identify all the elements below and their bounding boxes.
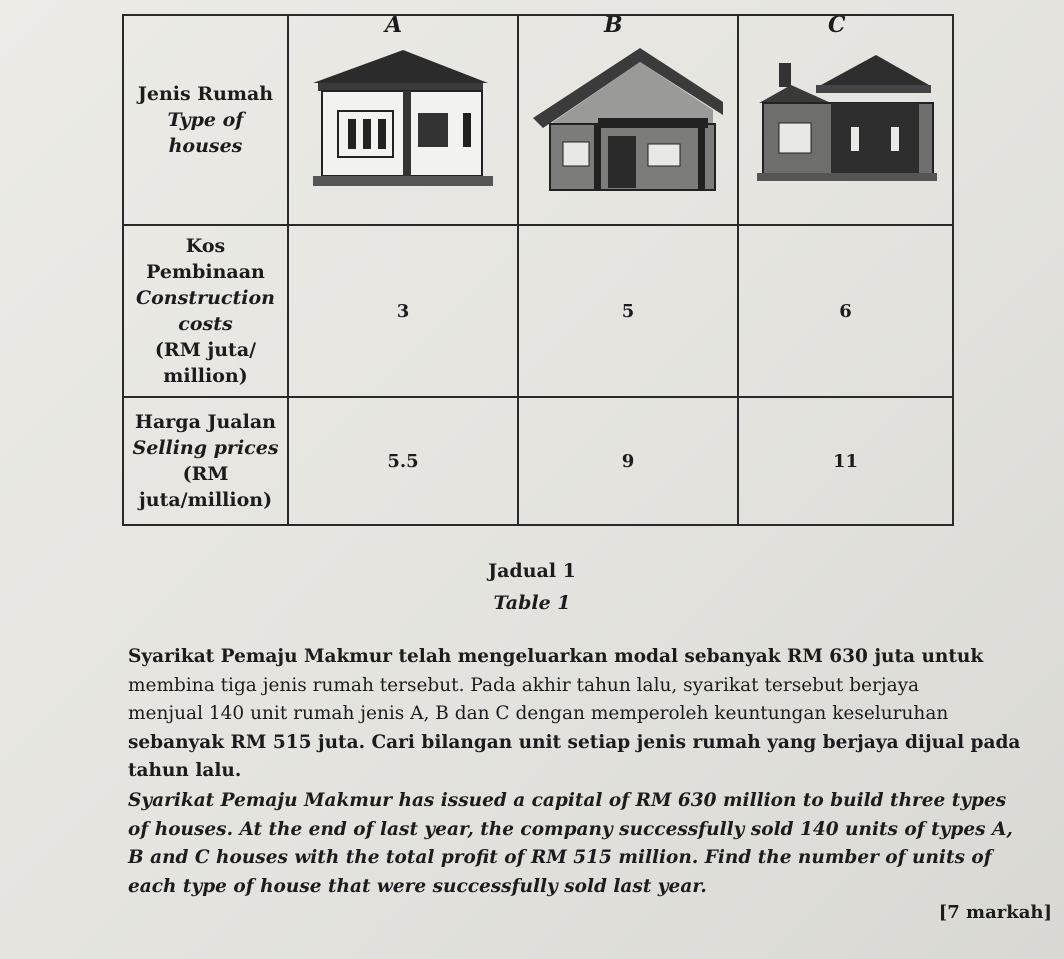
house-b-image [528,40,728,200]
question-line: membina tiga jenis rumah tersebut. Pada akhir tahun lalu, syarikat tersebut berjaya [128,674,920,696]
house-b-cell [518,15,738,225]
label-line: Harga Jualan [135,411,276,433]
question-line: tahun lalu. [128,760,242,781]
table-row-house-types [123,15,953,225]
label-line: Pembinaan [146,261,265,283]
question-bm [128,643,1038,786]
house-a-cell [288,15,518,225]
house-a-image [308,45,498,195]
price-b-cell: 9 [518,397,738,525]
label-line: houses [168,135,243,157]
question-line: of houses. At the end of last year, the company successfully sold 140 units of types A, [128,818,1013,840]
question-en [128,787,1038,901]
label-line: Type of [167,109,244,131]
construction-costs-label [123,225,288,397]
header-label-cell [123,15,288,225]
label-line: million) [163,365,248,387]
table-caption-bm: Jadual 1 [488,560,576,582]
question-line: B and C houses with the total profit of RM 515 million. Find the number of units of [128,847,992,868]
table-caption-en: Table 1 [493,592,571,614]
label-line: juta/million) [138,489,273,511]
column-letter-a: A [385,12,403,38]
question-line: Syarikat Pemaju Makmur has issued a capital of RM 630 million to build three types [128,790,1007,811]
label-line: costs [178,313,233,335]
marks-label: [7 markah] [938,902,1052,923]
table-row-selling-prices [123,397,953,525]
cost-c-cell: 6 [738,225,953,397]
label-line: Construction [136,287,275,309]
label-line: Jenis Rumah [137,83,274,105]
price-c-cell: 11 [738,397,953,525]
question-line: menjual 140 unit rumah jenis A, B dan C dengan memperoleh keuntungan keseluruhan [128,703,949,724]
question-line: sebanyak RM 515 juta. Cari bilangan unit setiap jenis rumah yang berjaya dijual pada [128,731,1021,753]
price-a-cell: 5.5 [288,397,518,525]
house-c-image [751,45,941,195]
label-line: Kos [185,235,226,257]
label-line: (RM [182,463,229,485]
table-row-construction-costs [123,225,953,397]
label-line: (RM juta/ [154,339,257,361]
cost-a-cell: 3 [288,225,518,397]
house-c-cell [738,15,953,225]
cost-b-cell: 5 [518,225,738,397]
column-letter-b: B [604,12,623,38]
column-letter-c: C [828,12,846,38]
house-table [122,14,954,526]
label-line: Selling prices [132,437,279,459]
selling-prices-label [123,397,288,525]
question-line: each type of house that were successfully sold last year. [128,875,707,897]
question-line: Syarikat Pemaju Makmur telah mengeluarkan modal sebanyak RM 630 juta untuk [128,646,984,667]
